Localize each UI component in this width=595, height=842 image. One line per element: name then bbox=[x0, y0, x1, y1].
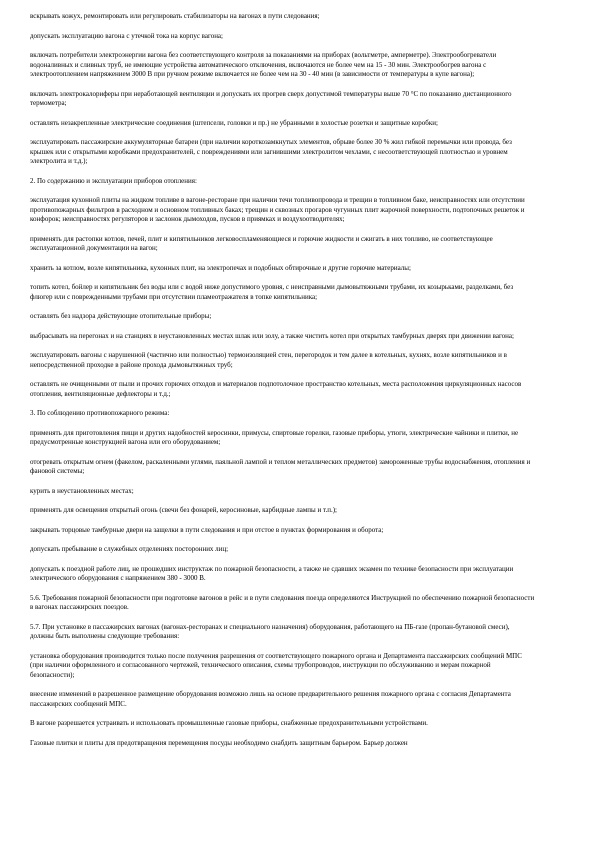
paragraph: эксплуатировать вагоны с нарушенной (частично или полностью) термоизоляцией стен, перегородок и тем далее в котельных, кухнях, возле кипятильников и в непосредственной проходке в районе прохода дымовытяжных труб; bbox=[30, 351, 507, 369]
paragraph: применять для растопки котлов, печей, плит и кипятильников легковоспламеняющиеся и горючие жидкости и сжигать в них топливо, не соответствующее эксплуатационной документации на вагон; bbox=[30, 234, 493, 252]
paragraph: оставлять незакрепленные электрические соединения (штепсели, головки и пр.) не убранными в холостые розетки и защитные коробки; bbox=[30, 118, 438, 127]
section-heading: 2. По содержанию и эксплуатации приборов отопления: bbox=[30, 176, 197, 185]
paragraph: закрывать торцовые тамбурные двери на защелки в пути следования и при отстое в пунктах формирования и оборота; bbox=[30, 525, 384, 534]
paragraph: 5.6. Требования пожарной безопасности при подготовке вагонов в рейс и в пути следования поезда определяются Инструкцией по обеспечению пожарной безопасности в вагонах пассажирских поездов. bbox=[30, 593, 535, 611]
paragraph: вскрывать кожух, ремонтировать или регулировать стабилизаторы на вагонах в пути следования; bbox=[30, 12, 320, 20]
paragraph: применять для освещения открытый огонь (свечи без фонарей, керосиновые, карбидные лампы и т.п.); bbox=[30, 506, 337, 514]
paragraph: В вагоне разрешается устраивать и использовать промышленные газовые приборы, снабженные предохранительными устройствами. bbox=[30, 719, 428, 727]
paragraph: 5.7. При установке в пассажирских вагонах (вагонах-ресторанах и специального назначения) оборудования, работающего на ПБ-газе (пропан-бутановой смеси), должны быть выполнены следующие требования: bbox=[30, 622, 510, 640]
paragraph: топить котел, бойлер и кипятильник без воды или с водой ниже допустимого уровня, с неисправными дымовытяжными трубами, их козырьками, разделками, без флюгер или с поврежденными трубами при отсутствии пламеотражателя в топке кипятильника; bbox=[30, 283, 514, 301]
paragraph: применять для приготовления пищи и других надобностей керосинки, примусы, спиртовые горелки, газовые приборы, утюги, электрические чайники и плитки, не предусмотренные конструкцией вагона или его оборудованием; bbox=[30, 428, 519, 446]
paragraph: включать электрокалориферы при неработающей вентиляции и допускать их прогрев сверх допустимой температуры выше 70 °С по показанию дистанционного термометра; bbox=[30, 89, 512, 107]
paragraph: внесение изменений в разрешенное размещение оборудования возможно лишь на основе предварительного решения пожарного органа с согласия Департамента пассажирских сообщений МПС. bbox=[30, 690, 511, 708]
paragraph: включать потребители электроэнергии вагона без соответствующего контроля за показаниями на приборах (вольтметре, амперметре). Электрообогреватели водоналивных и сливных труб, не имеющие устройства автоматического отключения, включаются не более чем на 15 - 30 мин. Электрообогрев вагона с электроотоплением напряжением 3000 В при ручном режиме включается не более чем на 30 - 40 мин (в зависимости от температуры в купе вагона); bbox=[30, 51, 497, 78]
paragraph: выбрасывать на перегонах и на станциях в неустановленных местах шлак или золу, а также чистить котел при открытых тамбурных дверях при движении вагона; bbox=[30, 331, 514, 340]
paragraph: допускать к поездной работе лиц, не прошедших инструктаж по пожарной безопасности, а также не сдавших экзамен по технике безопасности при эксплуатации электрического оборудования с напряжением 380 - 3000 В. bbox=[30, 564, 514, 582]
paragraph: установка оборудования производится только после получения разрешения от соответствующего пожарного органа и Департамента пассажирских сообщений МПС (при наличии оформленного и согласованного чертежей, технического описания, схемы трубопроводов, инструкции по обслуживанию и мерам пожарной безопасности); bbox=[30, 651, 522, 679]
paragraph: оставлять без надзора действующие отопительные приборы; bbox=[30, 312, 212, 320]
paragraph: отогревать открытым огнем (факелом, раскаленными углями, паяльной лампой и теплом металлических предметов) замороженные трубы водоснабжения, отопления и фановой системы; bbox=[30, 457, 531, 475]
paragraph: хранить за котлом, возле кипятильника, кухонных плит, на электропечах и подобных обтирочные и другие горючие материалы; bbox=[30, 263, 411, 272]
section-heading: 3. По соблюдению противопожарного режима: bbox=[30, 409, 170, 417]
paragraph: оставлять не очищенными от пыли и прочих горючих отходов и материалов подпотолочное пространство котельных, места расположения циркуляционных насосов отопления, вентиляционные дефлекторы и т.д.; bbox=[30, 380, 522, 398]
paragraph: допускать пребывание в служебных отделениях посторонних лиц; bbox=[30, 545, 229, 553]
paragraph: эксплуатировать пассажирские аккумуляторные батареи (при наличии короткозамкнутых элементов, обрыве более 30 % жил гибкой перемычки или провода, без крышек или с открытыми коробками предохранителей, с повреждениями или загнившими электролитом чехлами, с несоответствующей плотностью и уровнем электролита и т.д.); bbox=[30, 138, 512, 165]
paragraph: Газовые плитки и плиты для предотвращения перемещения посуды необходимо снабдить защитным барьером. Барьер должен bbox=[30, 738, 408, 747]
paragraph: допускать эксплуатацию вагона с утечкой тока на корпус вагона; bbox=[30, 31, 223, 40]
paragraph: эксплуатация кухонной плиты на жидком топливе в вагоне-ресторане при наличии течи топливопровода и трещин в топливном баке, неисправностях или отсутствии противопожарных фильтров в расходном и основном топливных баках; трещин и сквозных прогаров чугунных плит жарочной поверхности, подтопочных решеток и конфорок; неисправностях регуляторов и заслонок дымоходов, пусков в приямках и воздухоотводителях; bbox=[30, 196, 525, 223]
paragraph: курить в неустановленных местах; bbox=[30, 486, 134, 495]
